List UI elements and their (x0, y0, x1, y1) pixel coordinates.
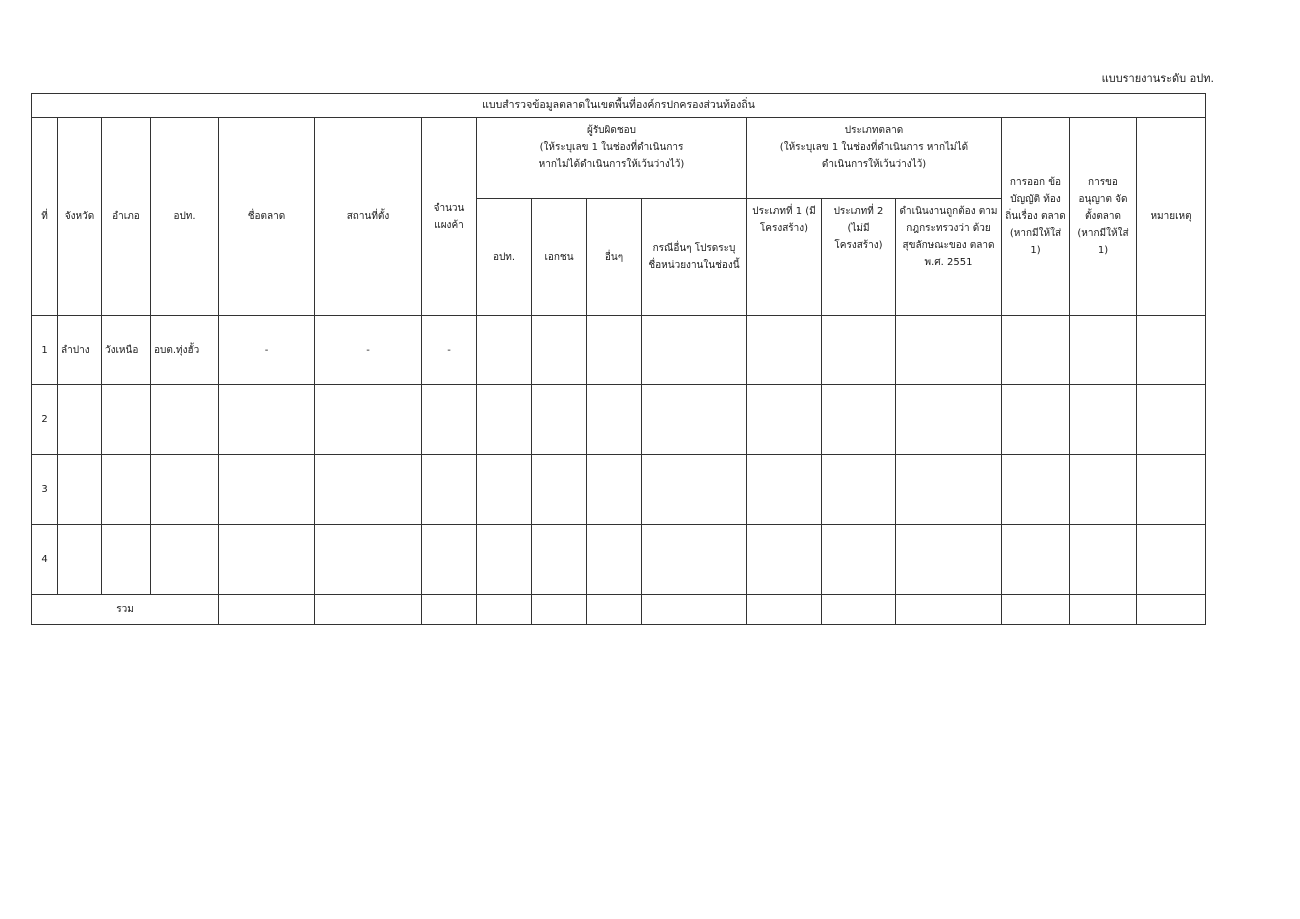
total-type-compliant (896, 595, 1002, 625)
col-header-type-compliant: ดำเนินงานถูกต้อง ตามกฎกระทรวงว่า ด้วยสุขลักษณะของ ตลาด พ.ศ. 2551 (896, 199, 1002, 316)
cell-resp-other-specify (642, 385, 747, 455)
cell-remarks (1137, 316, 1206, 385)
col-header-location: สถานที่ตั้ง (315, 118, 422, 316)
total-row (32, 595, 1206, 625)
cell-province (58, 455, 102, 525)
total-resp-private (532, 595, 587, 625)
cell-resp-lao (477, 525, 532, 595)
cell-market-name (219, 455, 315, 525)
total-resp-other (587, 595, 642, 625)
cell-resp-other (587, 525, 642, 595)
cell-stalls (422, 525, 477, 595)
cell-no: 4 (32, 525, 58, 595)
cell-bylaw (1002, 455, 1070, 525)
col-header-type2: ประเภทที่ 2 (ไม่มี โครงสร้าง) (822, 199, 896, 316)
cell-bylaw (1002, 385, 1070, 455)
table-row (32, 525, 1206, 595)
cell-lao (151, 385, 219, 455)
cell-resp-private (532, 385, 587, 455)
market-type-line1: ประเภทตลาด (844, 125, 904, 136)
total-market-name (219, 595, 315, 625)
cell-location: - (315, 316, 422, 385)
total-remarks (1137, 595, 1206, 625)
market-survey-table (31, 93, 1206, 625)
col-group-responsible (477, 118, 747, 199)
cell-market-name (219, 385, 315, 455)
cell-province (58, 385, 102, 455)
col-header-market-name: ชื่อตลาด (219, 118, 315, 316)
cell-no: 1 (32, 316, 58, 385)
col-header-resp-other: อื่นๆ (587, 199, 642, 316)
cell-type2 (822, 385, 896, 455)
col-header-stalls: จำนวน แผงค้า (422, 118, 477, 316)
table-title: แบบสำรวจข้อมูลตลาดในเขตพื้นที่องค์กรปกครองส่วนท้องถิ่น (32, 94, 1206, 118)
total-bylaw (1002, 595, 1070, 625)
cell-market-name: - (219, 316, 315, 385)
cell-stalls (422, 385, 477, 455)
cell-type2 (822, 525, 896, 595)
cell-permit (1070, 316, 1137, 385)
cell-district: วังเหนือ (102, 316, 151, 385)
cell-market-name (219, 525, 315, 595)
market-type-line3: ดำเนินการให้เว้นว่างไว้) (821, 159, 927, 170)
cell-type1 (747, 316, 822, 385)
total-type1 (747, 595, 822, 625)
col-header-no: ที่ (32, 118, 58, 316)
cell-permit (1070, 525, 1137, 595)
cell-location (315, 455, 422, 525)
cell-type1 (747, 455, 822, 525)
total-stalls (422, 595, 477, 625)
cell-no: 2 (32, 385, 58, 455)
cell-remarks (1137, 455, 1206, 525)
cell-resp-other (587, 455, 642, 525)
cell-resp-other-specify (642, 316, 747, 385)
cell-resp-private (532, 525, 587, 595)
cell-no: 3 (32, 455, 58, 525)
col-header-permit: การขอ อนุญาต จัดตั้งตลาด (หากมีให้ใส่ 1) (1070, 118, 1137, 316)
cell-lao (151, 455, 219, 525)
cell-district (102, 455, 151, 525)
total-label: รวม (32, 595, 219, 625)
table-row (32, 385, 1206, 455)
total-resp-lao (477, 595, 532, 625)
col-header-province: จังหวัด (58, 118, 102, 316)
cell-province (58, 525, 102, 595)
cell-province: ลำปาง (58, 316, 102, 385)
cell-stalls (422, 455, 477, 525)
cell-resp-other (587, 385, 642, 455)
col-header-resp-private: เอกชน (532, 199, 587, 316)
cell-resp-other-specify (642, 525, 747, 595)
total-type2 (822, 595, 896, 625)
cell-type2 (822, 455, 896, 525)
cell-permit (1070, 385, 1137, 455)
cell-bylaw (1002, 525, 1070, 595)
responsible-line1: ผู้รับผิดชอบ (586, 125, 637, 136)
col-header-type1: ประเภทที่ 1 (มีโครงสร้าง) (747, 199, 822, 316)
cell-lao: อบต.ทุ่งฮั้ว (151, 316, 219, 385)
col-header-lao: อปท. (151, 118, 219, 316)
cell-bylaw (1002, 316, 1070, 385)
cell-type-compliant (896, 525, 1002, 595)
cell-type-compliant (896, 455, 1002, 525)
cell-type1 (747, 525, 822, 595)
cell-resp-lao (477, 316, 532, 385)
cell-resp-lao (477, 385, 532, 455)
cell-type-compliant (896, 385, 1002, 455)
cell-remarks (1137, 385, 1206, 455)
total-location (315, 595, 422, 625)
responsible-line2: (ให้ระบุเลข 1 ในช่องที่ดำเนินการ (539, 142, 684, 153)
col-header-remarks: หมายเหตุ (1137, 118, 1206, 316)
total-permit (1070, 595, 1137, 625)
cell-permit (1070, 455, 1137, 525)
col-header-resp-other-specify: กรณีอื่นๆ โปรดระบุ ชื่อหน่วยงานในช่องนี้ (642, 199, 747, 316)
cell-location (315, 525, 422, 595)
cell-stalls: - (422, 316, 477, 385)
col-header-bylaw: การออก ข้อบัญญัติ ท้องถิ่นเรื่อง ตลาด (หากมีให้ใส่ 1) (1002, 118, 1070, 316)
report-level-label: แบบรายงานระดับ อปท. (1101, 72, 1214, 85)
table-row (32, 316, 1206, 385)
cell-lao (151, 525, 219, 595)
cell-type1 (747, 385, 822, 455)
cell-district (102, 385, 151, 455)
cell-resp-lao (477, 455, 532, 525)
cell-resp-other (587, 316, 642, 385)
cell-resp-other-specify (642, 455, 747, 525)
cell-type-compliant (896, 316, 1002, 385)
cell-resp-private (532, 455, 587, 525)
cell-location (315, 385, 422, 455)
col-group-market-type (747, 118, 1002, 199)
col-header-district: อำเภอ (102, 118, 151, 316)
cell-type2 (822, 316, 896, 385)
cell-resp-private (532, 316, 587, 385)
total-resp-other-specify (642, 595, 747, 625)
col-header-resp-lao: อปท. (477, 199, 532, 316)
cell-district (102, 525, 151, 595)
cell-remarks (1137, 525, 1206, 595)
market-type-line2: (ให้ระบุเลข 1 ในช่องที่ดำเนินการ หากไม่ได้ (779, 142, 969, 153)
responsible-line3: หากไม่ได้ดำเนินการให้เว้นว่างไว้) (538, 159, 685, 170)
table-row (32, 455, 1206, 525)
